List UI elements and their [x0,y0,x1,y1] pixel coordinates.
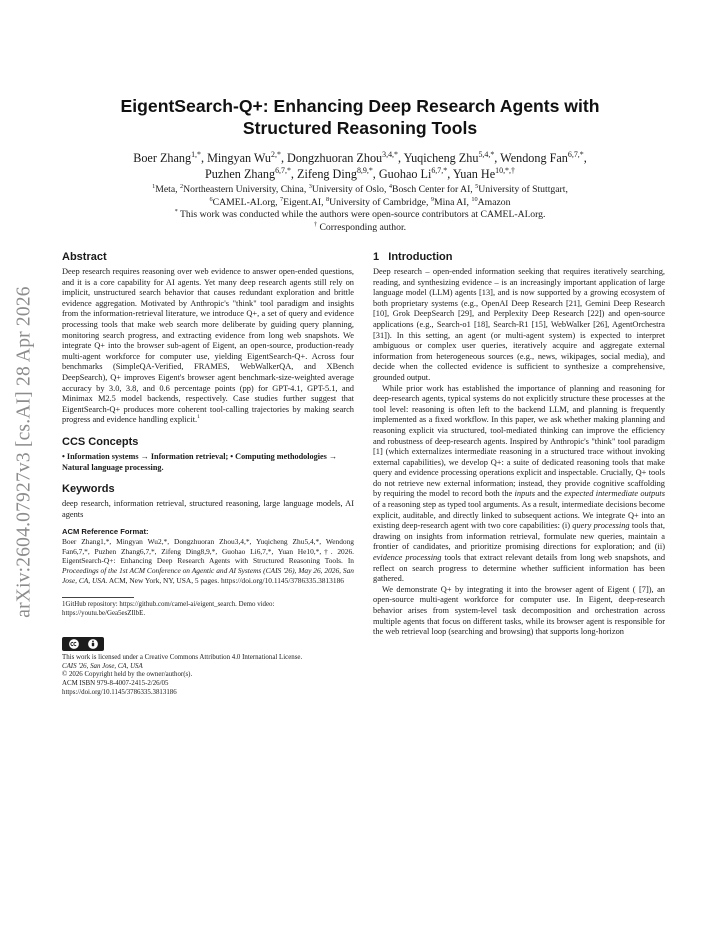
acm-reference-authors: Boer Zhang1,*, Mingyan Wu2,*, Dongzhuoran Zhou3,4,*, Yuqicheng Zhu5,4,*, Wendong Fan6,7,*, Puzhen Zhang6,7,*, Zifeng Ding8,9,*, Guohao Li6,7,*, Yuan He10,*,†. 2026. EigentSearch-Q+: Enhancing Deep Research Agents with Structured Reasoning Tools. In [62,537,354,566]
abstract-body [62,267,354,426]
intro-p2-part: of a reasoning step as typed tool arguments. As a result, intermediate decisions become explicit, auditable, and directly linked to subsequent actions. We integrate Q+ into an existing deep-research agent with two core capabilities: (i) [373,500,665,531]
footnote-rule [62,597,134,598]
affil-text: University of Oslo, [311,184,389,195]
author-name: Zifeng Ding [297,167,357,181]
affil-sup: 3 [308,182,312,190]
intro-p2-emph: query processing [572,521,630,531]
author-sup: 8,9,* [356,165,373,175]
footnote-github: 1GitHub repository: https://github.com/camel-ai/eigent_search. Demo video: https://youtu.be/Gea5esZIlbE. [62,601,275,618]
affil-sup: 2 [180,182,184,190]
author-name: Dongzhuoran Zhou [287,151,383,165]
affil-sup: 4 [388,182,392,190]
author-sup: 1,* [191,149,201,159]
abstract-text: Deep research requires reasoning over web evidence to answer open-ended questions, and it is a core capability for AI agents. Yet many deep research agents still rely on implicit, unstructured search behavior that causes redundant exploration and brittle evidence aggregation. Motivated by Anthropic's "think" tool paradigm and insights from the information-retrieval literature, we introduce Q+, a set of query and evidence processing tools that make web search more deliberate by guiding query planning, monitoring search progress, and extracting evidence from long web snapshots. We integrate Q+ into the browser sub-agent of Eigent, an open-source, production-ready multi-agent workforce for computer use, yielding EigentSearch-Q+. Across four benchmarks (SimpleQA-Verified, FRAMES, WebWalkerQA, and XBench DeepSearch), Q+ improves Eigent's browser agent benchmark-size-weighted average accuracy by 3.0, 3.8, and 0.6 percentage points (pp) for GPT-4.1, GPT-5.1, and Minimax M2.5 model backends, respectively. Case studies further suggest that EigentSearch-Q+ produces more coherent tool-calling trajectories by making search progress and evidence handling explicit. [62,267,354,425]
license-doi: https://doi.org/10.1145/3786335.3813186 [62,689,177,697]
affil-text: Northeastern University, China, [183,184,309,195]
arxiv-identifier-stamp [8,262,42,642]
author-line-1: Boer Zhang$^{1,*}$, Mingyan $Wu^{2,*}$, Dongzhuoran Zhou$^{3,4,*}$, Yuqicheng Zhu$^{5,4,*}$, Wendong Fan$^{6,7,*}$, [133,149,587,165]
intro-paragraph-3: We demonstrate Q+ by integrating it into the browser agent of Eigent ( [7]), an open-source multi-agent workforce for computer use. In Eigent, deep-research behavior arises from system-level task decomposition and orchestration across multiple agents that focus on different tasks, while its browser agent is responsible for the web retrieval loop (searching and browsing) that supports long-horizon [373,584,665,637]
affil-text: Eigent.AI, [283,196,326,208]
right-column [373,250,665,638]
note-star-text: This work was conducted while the authors were open-source contributors at CAMEL-AI.org. [179,209,546,221]
author-sup: 5,4,* [478,149,495,159]
license-copyright: © 2026 Copyright held by the owner/author(s). [62,671,193,679]
author-sup: 6,7,* [567,149,584,159]
affiliation-line-1 [60,184,660,197]
affiliation-note-star: * This work was conducted while the authors were open-source contributors at CAMEL-AI.org. [174,207,546,221]
intro-p2-part: and the [535,489,565,499]
intro-paragraph-1: Deep research – open-ended information seeking that requires iteratively searching, reading, and synthesizing evidence – is an increasingly important application of large language model (LLM) agents [13], and is now supported by a growing ecosystem of both proprietary systems (e.g., OpenAI Deep Research [21], Gemini Deep Research [10], Grok DeepSearch [29], and Perplexity Deep Research [22]) and open-source applications (e.g., Search-o1 [18], Search-R1 [15], WebWalker [26], AgentOrchestra [31]). In this setting, an agent (or multi-agent system) is expected to interpret ambiguous or complex user queries, iteratively acquire and aggregate external information from heterogeneous sources (e.g., news, wikipages, social media), and decide when the collected evidence is sufficient to synthesize a comprehensive, grounded output. [373,267,665,382]
acm-reference-venue: Proceedings of the 1st ACM Conference on Agentic and AI Systems (CAIS '26), May 26, 2026, San Jose, CA, USA. [62,566,354,585]
intro-paragraph-2 [373,384,665,585]
author-line-2: Puzhen Zhang$^{6,7,*}$, Zifeng Ding$^{8,9,*}$, Guohao $Li^{6,7,*}$, Yuan $He^{10,*,\dagger}$ [205,165,515,181]
author-name: Yuqicheng Zhu [403,151,479,165]
title-line-1: EigentSearch-Q+: Enhancing Deep Research Agents with [120,96,600,116]
affil-sup: 9 [430,195,434,203]
intro-p2-emph: inputs [514,489,535,499]
author-sup: 6,7,* [431,165,448,175]
ccs-heading: CCS Concepts [62,435,139,448]
author-list [60,150,660,182]
by-icon [87,638,99,650]
author-name: Wendong Fan [500,151,568,165]
license-line: This work is licensed under a Creative Commons Attribution 4.0 International License. [62,653,303,661]
affil-sup: 8 [325,195,330,203]
affil-sup: 1 [152,182,156,190]
introduction-heading: 1 Introduction [373,251,453,263]
author-name: Yuan He [452,167,496,181]
cc-icon [68,638,80,650]
affil-sup: 6 [209,195,213,203]
author-sup: 2,* [271,149,281,159]
intro-p2-part: tools that, drawing on insights from information retrieval, formulate new queries, maintain a frontier of candidates, and prioritize promising directions for exploration; and (ii) [373,521,665,552]
affil-sup: 7 [280,195,284,203]
ccs-concepts: • Information systems → Information retrieval; • Computing methodologies → Natural language processing. [62,451,338,472]
affil-text: University of Stuttgart, [478,184,568,195]
affil-text: Mina AI, [433,196,472,208]
affiliation-note-dagger: † Corresponding author. [313,220,407,233]
license-isbn: ACM ISBN 979-8-4007-2415-2/26/05 [62,680,169,688]
author-name: Puzhen Zhang [205,167,276,181]
acm-reference-heading: ACM Reference Format: [62,527,149,537]
keywords-heading: Keywords [62,483,115,496]
affil-sup: 10 [471,195,478,203]
acm-reference-body [62,537,354,585]
author-name: Guohao Li [378,167,432,181]
affil-text: Bosch Center for AI, [392,184,476,195]
arxiv-identifier: arXiv:2604.07927v3 [cs.AI] 28 Apr 2026 [14,286,36,618]
author-sup: 6,7,* [275,165,291,175]
abstract-footnote-mark: 1 [197,414,200,421]
intro-p2-part: tools that extract relevant details from long web snapshots, and reflect on search progress to determine whether sufficient information has been gathered. [373,553,666,584]
intro-p2-emph: evidence processing [373,553,442,563]
affil-sup: 5 [475,182,479,190]
creative-commons-by-icon [62,637,104,651]
paper-title [60,95,660,139]
affil-text: Meta, [155,184,180,195]
left-column [62,250,354,698]
author-name: Mingyan Wu [207,151,272,165]
note-dagger-text: Corresponding author. [319,221,407,233]
intro-p2-emph: expected intermediate outputs [564,489,666,499]
keywords-text: deep research, information retrieval, structured reasoning, large language models, AI agents [62,499,354,519]
author-name: Boer Zhang [133,151,192,165]
affil-text: Amazon [477,196,511,208]
author-sup: 3,4,* [382,149,398,159]
license-venue: CAIS '26, San Jose, CA, USA [62,662,143,670]
intro-p2-part: While prior work has established the importance of planning and reasoning for deep-research agents, typical systems do not explicitly structure these processes at the tool level: reasoning is often left to the backend LLM, and planning is frequently implemented as a fixed workflow. In this paper, we ask whether making planning and reasoning explicit via structured, tool-mediated thinking can improve the efficiency and robustness of deep-research agents. Inspired by Anthropic's "think" tool paradigm [1] (which externalizes intermediate reasoning in a structured trace without invoking external capabilities), we develop Q+: a suite of dedicated reasoning tools that make query and evidence processing operations explicit and inspectable. Crucially, Q+ tools do not retrieve new external information; instead, they provide cognitive scaffolding by requiring the model to record both the [373,383,665,499]
title-line-2: Structured Reasoning Tools [242,118,478,138]
abstract-heading: Abstract [62,251,107,263]
license-block [62,654,354,698]
author-sup: 10,*,† [495,165,515,175]
affil-text: University of Cambridge, [329,196,431,208]
affiliation-line-2 [60,197,660,210]
affiliations [60,184,660,234]
acm-reference-tail: ACM, New York, NY, USA, 5 pages. https://doi.org/10.1145/3786335.3813186 [107,575,344,585]
affil-text: CAMEL-AI.org, [212,196,281,208]
